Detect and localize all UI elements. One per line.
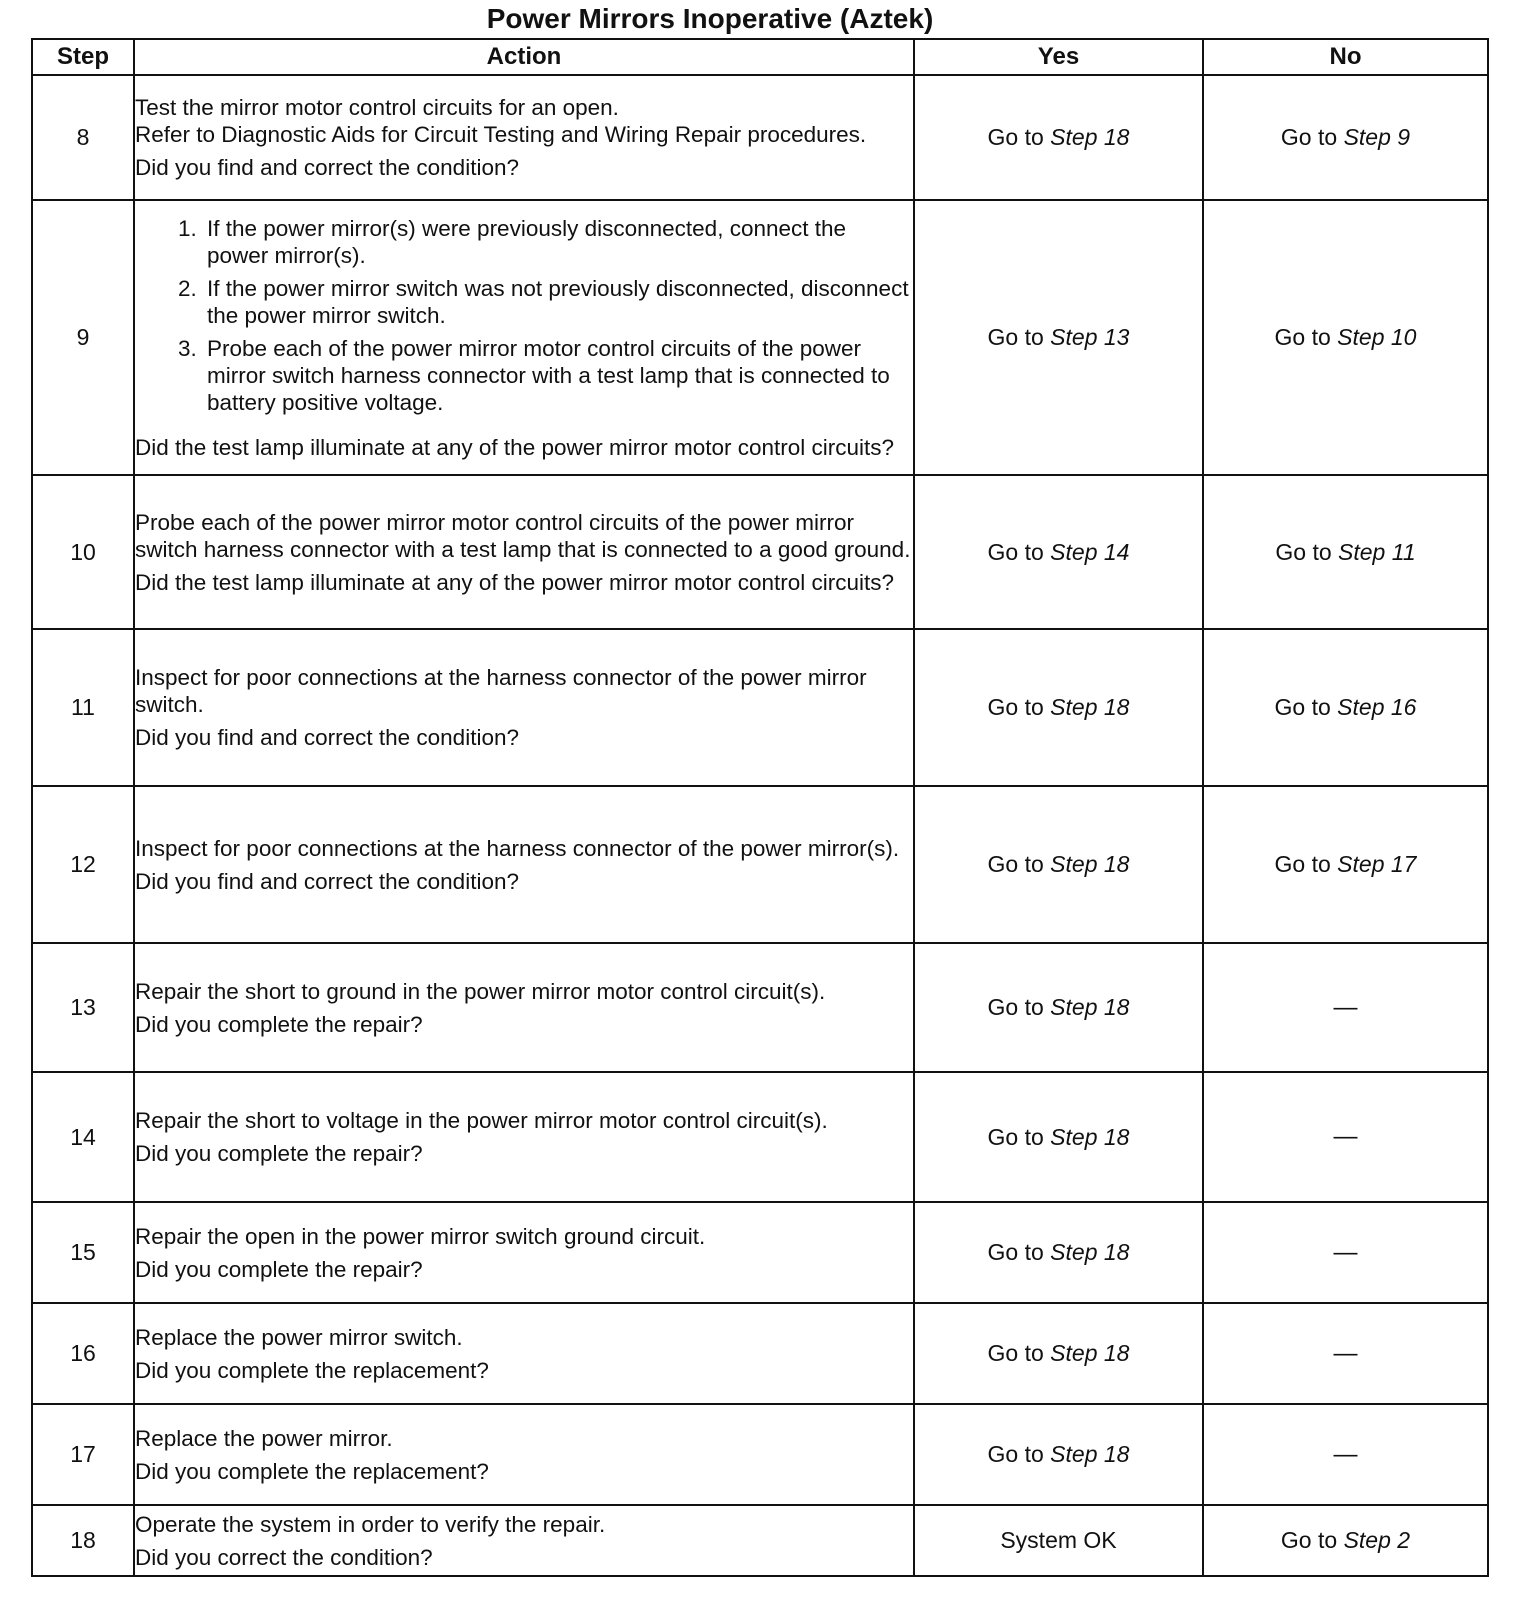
step-number: 8 (32, 75, 134, 200)
no-cell-dash: — (1203, 1303, 1488, 1404)
yes-cell (914, 629, 1203, 786)
action-question: Did you complete the replacement? (135, 1357, 489, 1383)
yes-cell (914, 1404, 1203, 1505)
action-cell (134, 943, 914, 1072)
goto-prefix: Go to (987, 124, 1044, 150)
table-row (32, 475, 1488, 629)
action-question: Did you complete the repair? (135, 1256, 423, 1282)
goto-prefix: Go to (987, 324, 1044, 350)
table-row (32, 1202, 1488, 1303)
no-cell (1203, 1505, 1488, 1576)
action-cell (134, 1303, 914, 1404)
step-link: Step 14 (1050, 538, 1130, 565)
yes-cell (914, 1303, 1203, 1404)
goto-prefix: Go to (1274, 324, 1331, 350)
yes-cell (914, 75, 1203, 200)
goto-prefix: Go to (1275, 538, 1332, 565)
action-question: Did you complete the replacement? (135, 1458, 489, 1484)
header-no: No (1203, 39, 1488, 75)
step-link: Step 2 (1343, 1527, 1411, 1553)
action-question: Did you find and correct the condition? (135, 868, 519, 894)
goto-prefix: Go to (987, 694, 1044, 720)
no-cell-dash: — (1203, 943, 1488, 1072)
action-text: Operate the system in order to verify the repair. (135, 1511, 606, 1537)
action-cell (134, 1505, 914, 1576)
step-link: Step 18 (1050, 1239, 1130, 1265)
action-cell (134, 200, 914, 475)
goto-prefix: Go to (1280, 1527, 1338, 1553)
no-cell (1203, 786, 1488, 943)
yes-cell (914, 475, 1203, 629)
table-row (32, 943, 1488, 1072)
step-number: 9 (32, 200, 134, 475)
step-link: Step 18 (1050, 1123, 1130, 1150)
action-text: Replace the power mirror. (135, 1425, 393, 1451)
step-link: Step 18 (1050, 694, 1130, 720)
action-cell (134, 75, 914, 200)
table-header-row (32, 39, 1488, 75)
step-number: 15 (32, 1202, 134, 1303)
step-link: Step 13 (1050, 324, 1130, 350)
step-link: Step 11 (1338, 538, 1416, 565)
no-cell (1203, 475, 1488, 629)
no-cell (1203, 75, 1488, 200)
diagnostic-table (31, 38, 1489, 1577)
goto-prefix: Go to (987, 1239, 1044, 1265)
yes-cell (914, 786, 1203, 943)
table-row (32, 75, 1488, 200)
action-text: Repair the short to ground in the power mirror motor control circuit(s). (135, 978, 826, 1004)
action-question: Did you complete the repair? (135, 1011, 423, 1037)
action-text: Repair the open in the power mirror switch ground circuit. (135, 1223, 706, 1249)
no-cell-dash: — (1203, 1202, 1488, 1303)
action-cell (134, 475, 914, 629)
goto-prefix: Go to (987, 538, 1044, 565)
action-cell (134, 786, 914, 943)
action-list (135, 215, 913, 422)
step-link: Step 18 (1050, 1340, 1130, 1366)
step-number: 13 (32, 943, 134, 1072)
no-cell-dash: — (1203, 1404, 1488, 1505)
step-number: 11 (32, 629, 134, 786)
no-cell (1203, 629, 1488, 786)
action-text: Refer to Diagnostic Aids for Circuit Testing and Wiring Repair procedures. (135, 122, 867, 147)
action-text: Test the mirror motor control circuits for an open. (135, 95, 619, 120)
yes-cell (914, 200, 1203, 475)
goto-prefix: Go to (987, 851, 1044, 877)
step-link: Step 18 (1050, 124, 1130, 150)
table-row (32, 200, 1488, 475)
step-link: Step 18 (1050, 851, 1130, 877)
table-row (32, 1072, 1488, 1202)
goto-prefix: Go to (1274, 851, 1331, 877)
yes-cell (914, 1072, 1203, 1202)
step-link: Step 18 (1050, 1441, 1130, 1467)
list-item: 3. Probe each of the power mirror motor control circuits of the power mirror switch harness connector with a test lamp that is connected to battery positive voltage. (203, 335, 913, 416)
step-link: Step 10 (1337, 324, 1417, 350)
action-cell (134, 629, 914, 786)
action-cell (134, 1404, 914, 1505)
action-question: Did you complete the repair? (135, 1141, 423, 1166)
step-number: 17 (32, 1404, 134, 1505)
step-number: 10 (32, 475, 134, 629)
step-number: 14 (32, 1072, 134, 1202)
action-text: Inspect for poor connections at the harness connector of the power mirror switch. (135, 665, 867, 717)
step-link: Step 18 (1050, 994, 1130, 1020)
goto-prefix: Go to (1280, 124, 1338, 150)
step-number: 16 (32, 1303, 134, 1404)
step-link: Step 9 (1343, 124, 1411, 150)
action-question: Did you find and correct the condition? (135, 725, 519, 750)
table-row (32, 629, 1488, 786)
action-question: Did you correct the condition? (135, 1544, 433, 1570)
step-link: Step 17 (1337, 851, 1417, 877)
action-text: Repair the short to voltage in the power mirror motor control circuit(s). (135, 1108, 828, 1133)
step-link: Step 16 (1337, 694, 1417, 720)
header-action: Action (134, 39, 914, 75)
action-question: Did you find and correct the condition? (135, 155, 519, 180)
table-row (32, 786, 1488, 943)
action-text: Inspect for poor connections at the harness connector of the power mirror(s). (135, 835, 900, 861)
header-step: Step (32, 39, 134, 75)
yes-cell (914, 1202, 1203, 1303)
header-yes: Yes (914, 39, 1203, 75)
action-question: Did the test lamp illuminate at any of the power mirror motor control circuits? (135, 569, 895, 595)
goto-prefix: Go to (987, 1340, 1044, 1366)
goto-prefix: Go to (1274, 694, 1331, 720)
action-text: Probe each of the power mirror motor control circuits of the power mirror switch harness connector with a test lamp that is connected to a good ground. (135, 509, 911, 562)
action-cell (134, 1072, 914, 1202)
goto-prefix: Go to (987, 1441, 1044, 1467)
no-cell-dash: — (1203, 1072, 1488, 1202)
goto-prefix: Go to (987, 994, 1044, 1020)
action-question: Did the test lamp illuminate at any of the power mirror motor control circuits? (135, 434, 895, 460)
step-number: 18 (32, 1505, 134, 1576)
yes-cell (914, 943, 1203, 1072)
table-row (32, 1303, 1488, 1404)
page-title: Power Mirrors Inoperative (Aztek) (486, 3, 934, 34)
list-item: 2. If the power mirror switch was not previously disconnected, disconnect the power mirror switch. (203, 275, 913, 329)
table-row (32, 1505, 1488, 1576)
action-cell (134, 1202, 914, 1303)
list-item: 1. If the power mirror(s) were previously disconnected, connect the power mirror(s). (203, 215, 913, 269)
yes-cell: System OK (914, 1505, 1203, 1576)
table-row (32, 1404, 1488, 1505)
action-text: Replace the power mirror switch. (135, 1324, 463, 1350)
goto-prefix: Go to (987, 1123, 1044, 1150)
no-cell (1203, 200, 1488, 475)
step-number: 12 (32, 786, 134, 943)
